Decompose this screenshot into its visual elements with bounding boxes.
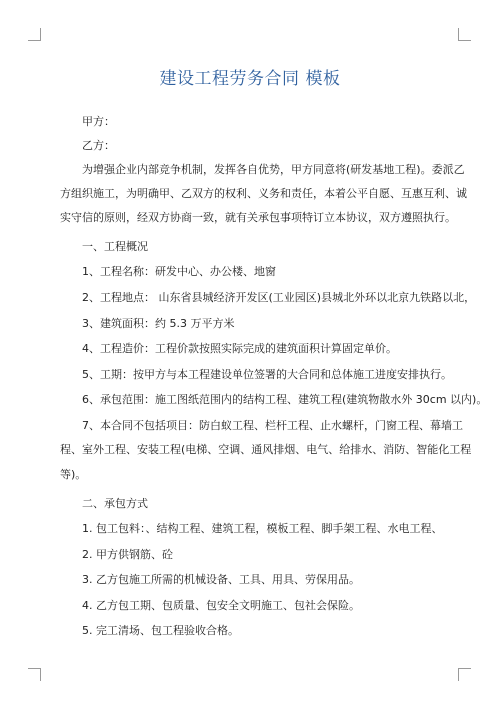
list-item: 1、工程名称：研发中心、办公楼、地窗 (82, 265, 276, 278)
list-item: 2. 甲方供钢筋、砼 (82, 548, 173, 561)
party-a-line: 甲方： (82, 115, 115, 128)
preamble-line-1: 为增强企业内部竞争机制，发挥各自优势，甲方同意将(研发基地工程)。委派乙 (82, 163, 465, 176)
list-item: 7、本合同不包括项目：防白蚁工程、栏杆工程、止水螺杆，门窗工程、幕墙工 (82, 419, 463, 432)
crop-mark-bottom-left (28, 668, 41, 681)
document-title: 建设工程劳务合同 模板 (159, 69, 341, 89)
list-item-continuation: 程、室外工程、安装工程(电梯、空调、通风排烟、电气、给排水、消防、智能化工程 (60, 443, 472, 456)
list-item: 5. 完工清场、包工程验收合格。 (82, 624, 239, 637)
list-item: 4. 乙方包工期、包质量、包安全文明施工、包社会保险。 (82, 599, 360, 612)
preamble-line-2: 方组织施工，为明确甲、乙双方的权利、义务和责任，本着公平自愿、互惠互利、诚 (60, 187, 467, 200)
list-item: 3、建筑面积：约 5.3 万平方米 (82, 317, 235, 330)
crop-mark-top-left (28, 28, 41, 41)
list-item: 6、承包范围：施工图纸范围内的结构工程、建筑工程(建筑物散水外 30cm 以内)。 (82, 393, 488, 406)
list-item-continuation: 等)。 (60, 468, 87, 481)
preamble-line-3: 实守信的原则，经双方协商一致，就有关承包事项特订立本协议，双方遵照执行。 (60, 211, 456, 224)
crop-mark-bottom-right (458, 668, 471, 681)
section-heading-1: 一、工程概况 (82, 240, 148, 253)
list-item: 5、工期：按甲方与本工程建设单位签署的大合同和总体施工进度安排执行。 (82, 368, 452, 381)
section-heading-2: 二、承包方式 (82, 497, 148, 510)
list-item: 2、工程地点： 山东省县城经济开发区(工业园区)县城北外环以北京九铁路以北， (82, 291, 476, 304)
list-item: 3. 乙方包施工所需的机械设备、工具、用具、劳保用品。 (82, 573, 360, 586)
party-b-line: 乙方： (82, 139, 115, 152)
list-item: 4、工程造价：工程价款按照实际完成的建筑面积计算固定单价。 (82, 342, 397, 355)
crop-mark-top-right (458, 28, 471, 41)
list-item: 1. 包工包料：、结构工程、建筑工程，模板工程、脚手架工程、水电工程、 (82, 522, 443, 535)
